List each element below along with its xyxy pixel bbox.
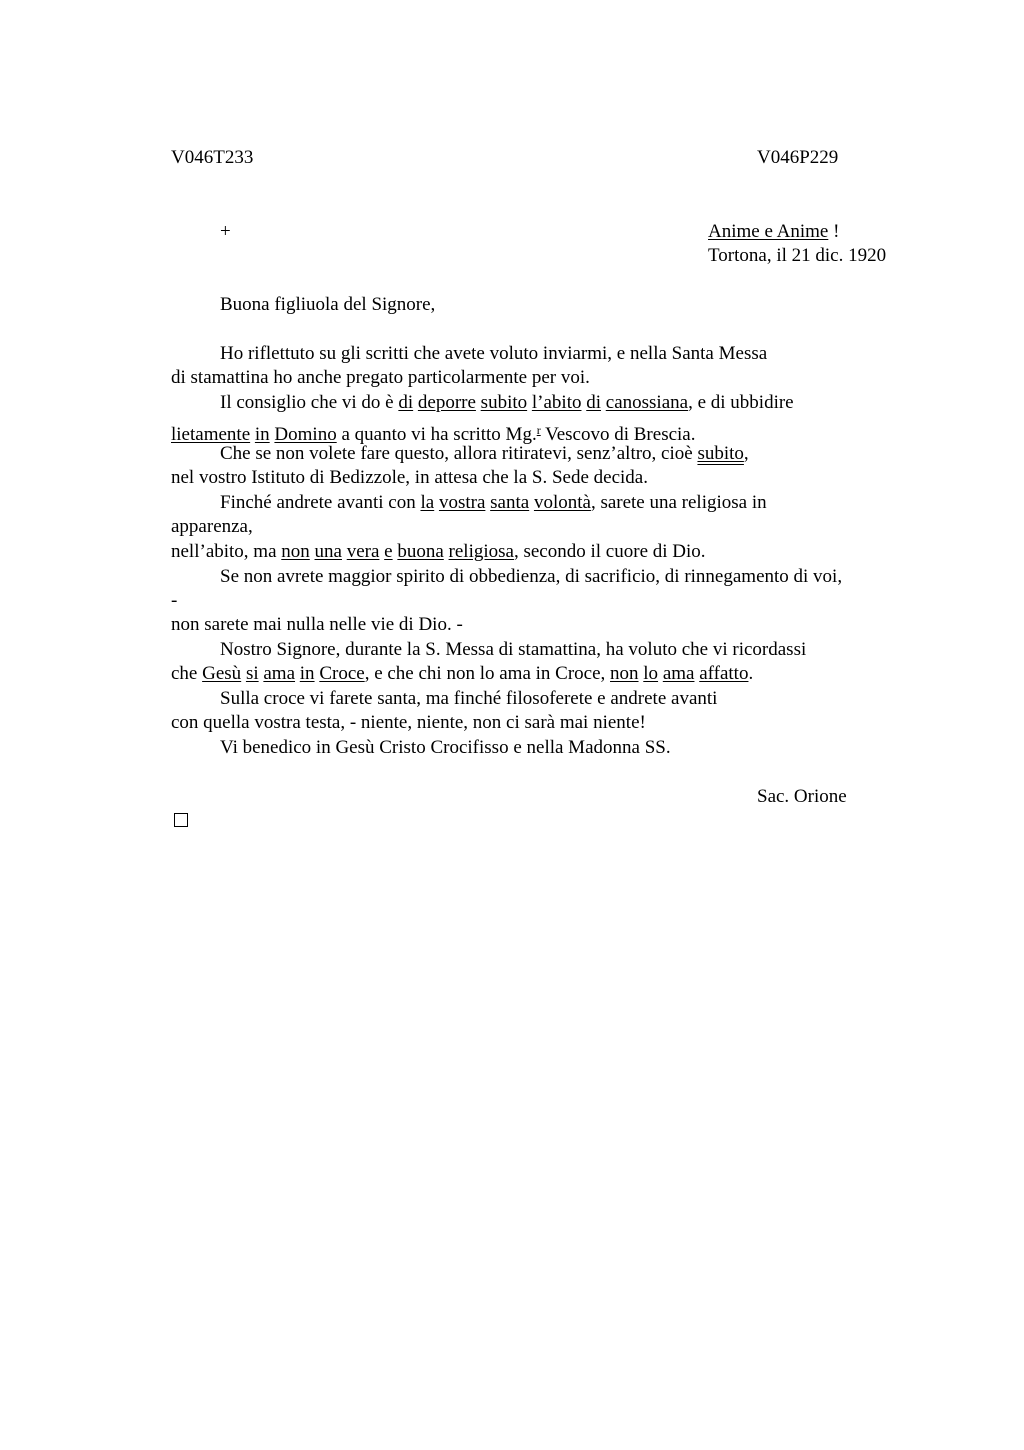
text-segment: , (743, 443, 749, 464)
body-line-1: Ho riflettuto su gli scritti che avete voluto inviarmi, e nella Santa Messa (220, 343, 768, 364)
text-segment: , sarete una religiosa in (590, 492, 767, 513)
body-line-13: Nostro Signore, durante la S. Messa di stamattina, ha voluto che vi ricordassi (220, 639, 807, 660)
body-line-7 (220, 491, 767, 515)
underlined-word: in (254, 424, 270, 445)
text-segment: che (171, 663, 203, 684)
text-segment: Vescovo di Brescia. (540, 424, 696, 445)
underlined-word: volontà (533, 492, 591, 513)
underlined-word: Domino (274, 424, 337, 445)
underlined-word: di (586, 392, 602, 413)
underlined-word: lietamente (171, 424, 251, 445)
underlined-word: e (384, 541, 393, 562)
text-segment: nell’abito, ma (171, 541, 282, 562)
body-line-14 (171, 662, 753, 686)
text-segment: Il consiglio che vi do è (220, 392, 399, 413)
text-segment: , e di ubbidire (688, 392, 794, 413)
underlined-word: subito (480, 392, 528, 413)
underlined-word: la (420, 492, 435, 513)
text-segment: Finché andrete avanti con (220, 492, 421, 513)
body-line-12: non sarete mai nulla nelle vie di Dio. - (171, 614, 463, 635)
underlined-word: si (245, 663, 259, 684)
letter-title-mark: ! (828, 221, 840, 242)
square-end-mark-icon (174, 813, 188, 827)
superscript: r (536, 423, 541, 437)
text-segment: , e che chi non lo ama in Croce, (364, 663, 611, 684)
body-line-3 (220, 391, 794, 415)
place-date: Tortona, il 21 dic. 1920 (708, 245, 887, 266)
underlined-word: di (398, 392, 414, 413)
letter-title-text: Anime e Anime (708, 221, 829, 242)
body-line-17: Vi benedico in Gesù Cristo Crocifisso e nella Madonna SS. (220, 737, 671, 758)
body-line-8: apparenza, (171, 516, 253, 537)
body-line-15: Sulla croce vi farete santa, ma finché filosoferete e andrete avanti (220, 688, 718, 709)
signature: Sac. Orione (757, 786, 847, 807)
underlined-word: deporre (417, 392, 476, 413)
underlined-word: Gesù (202, 663, 242, 684)
underlined-word: vera (346, 541, 380, 562)
underlined-word: canossiana (605, 392, 689, 413)
underlined-word: vostra (438, 492, 486, 513)
salutation: Buona figliuola del Signore, (220, 294, 436, 315)
underlined-word: buona (397, 541, 444, 562)
underlined-word: affatto (699, 663, 749, 684)
text-segment: . (748, 663, 754, 684)
underlined-word: Croce (319, 663, 365, 684)
body-line-2: di stamattina ho anche pregato particolarmente per voi. (171, 367, 590, 388)
body-line-10: Se non avrete maggior spirito di obbedienza, di sacrificio, di rinnegamento di voi, (220, 566, 843, 587)
text-segment: a quanto vi ha scritto Mg. (336, 424, 537, 445)
underlined-word: in (299, 663, 315, 684)
body-line-9 (171, 540, 706, 564)
underlined-word: ama (662, 663, 695, 684)
double-underlined-word: subito (697, 443, 744, 464)
underlined-word: santa (490, 492, 530, 513)
cross-mark: + (220, 221, 231, 242)
underlined-word: non (610, 663, 639, 684)
underlined-word: religiosa (448, 541, 514, 562)
underlined-word: ama (263, 663, 296, 684)
underlined-word: lo (643, 663, 659, 684)
body-line-5 (220, 442, 749, 466)
underlined-word: una (314, 541, 342, 562)
body-line-11: - (171, 590, 178, 611)
body-line-16: con quella vostra testa, - niente, niente, non ci sarà mai niente! (171, 712, 646, 733)
text-segment: Che se non volete fare questo, allora ritiratevi, senz’altro, cioè (220, 443, 698, 464)
text-segment: , secondo il cuore di Dio. (513, 541, 706, 562)
document-code-right: V046P229 (757, 147, 839, 168)
underlined-word: non (281, 541, 310, 562)
document-code-left: V046T233 (171, 147, 254, 168)
body-line-6: nel vostro Istituto di Bedizzole, in attesa che la S. Sede decida. (171, 467, 648, 488)
letter-title (708, 220, 839, 244)
underlined-word: l’abito (531, 392, 582, 413)
